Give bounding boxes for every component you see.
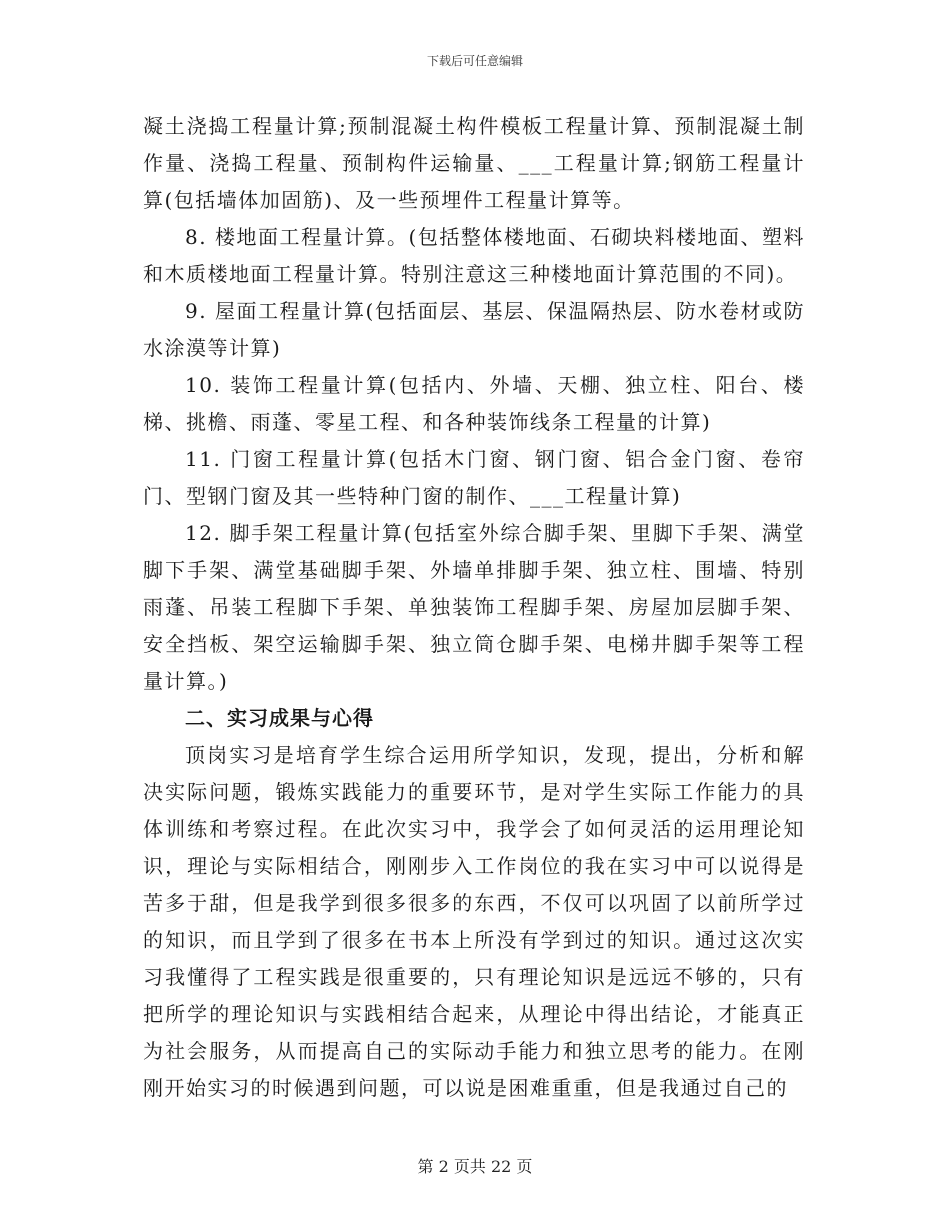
document-body bbox=[143, 108, 805, 1107]
list-item-10-decoration-works: 10. 装饰工程量计算(包括内、外墙、天棚、独立柱、阳台、楼梯、挑檐、雨蓬、零星工程、和各种装饰线条工程量的计算) bbox=[143, 373, 805, 434]
page-footer: 第 2 页共 22 页 bbox=[417, 1157, 533, 1176]
section-heading: 二、实习成果与心得 bbox=[185, 706, 374, 730]
list-item-8-floor-works: 8. 楼地面工程量计算。(包括整体楼地面、石砌块料楼地面、塑料和木质楼地面工程量计算。特别注意这三种楼地面计算范围的不同)。 bbox=[143, 225, 805, 286]
page-header: 下载后可任意编辑 bbox=[426, 54, 523, 68]
body-paragraph-internship: 顶岗实习是培育学生综合运用所学知识，发现，提出，分析和解决实际问题，锻炼实践能力的重要环节，是对学生实际工作能力的具体训练和考察过程。在此次实习中，我学会了如何灵活的运用理论知识，理论与实际相结合，刚刚步入工作岗位的我在实习中可以说得是苦多于甜，但是我学到很多很多的东西，不仅可以巩固了以前所学过的知识，而且学到了很多在书本上所没有学到过的知识。通过这次实习我懂得了工程实践是很重要的，只有理论知识是远远不够的，只有把所学的理论知识与实践相结合起来，从理论中得出结论，才能真正为社会服务，从而提高自己的实际动手能力和独立思考的能力。在刚刚开始实习的时候遇到问题，可以说是困难重重，但是我通过自己的 bbox=[143, 743, 805, 1100]
paragraph-continuation: 凝土浇捣工程量计算;预制混凝土构件模板工程量计算、预制混凝土制作量、浇捣工程量、预制构件运输量、___工程量计算;钢筋工程量计算(包括墙体加固筋)、及一些预埋件工程量计算等。 bbox=[143, 114, 805, 212]
list-item-12-scaffolding: 12. 脚手架工程量计算(包括室外综合脚手架、里脚下手架、满堂脚下手架、满堂基础脚手架、外墙单排脚手架、独立柱、围墙、特别雨蓬、吊装工程脚下手架、单独装饰工程脚手架、房屋加层脚手架、安全挡板、架空运输脚手架、独立筒仓脚手架、电梯井脚手架等工程量计算。) bbox=[143, 521, 805, 693]
list-item-11-doors-windows: 11. 门窗工程量计算(包括木门窗、钢门窗、铝合金门窗、卷帘门、型钢门窗及其一些特种门窗的制作、___工程量计算) bbox=[143, 447, 805, 508]
list-item-9-roof-works: 9. 屋面工程量计算(包括面层、基层、保温隔热层、防水卷材或防水涂漠等计算) bbox=[143, 299, 805, 360]
